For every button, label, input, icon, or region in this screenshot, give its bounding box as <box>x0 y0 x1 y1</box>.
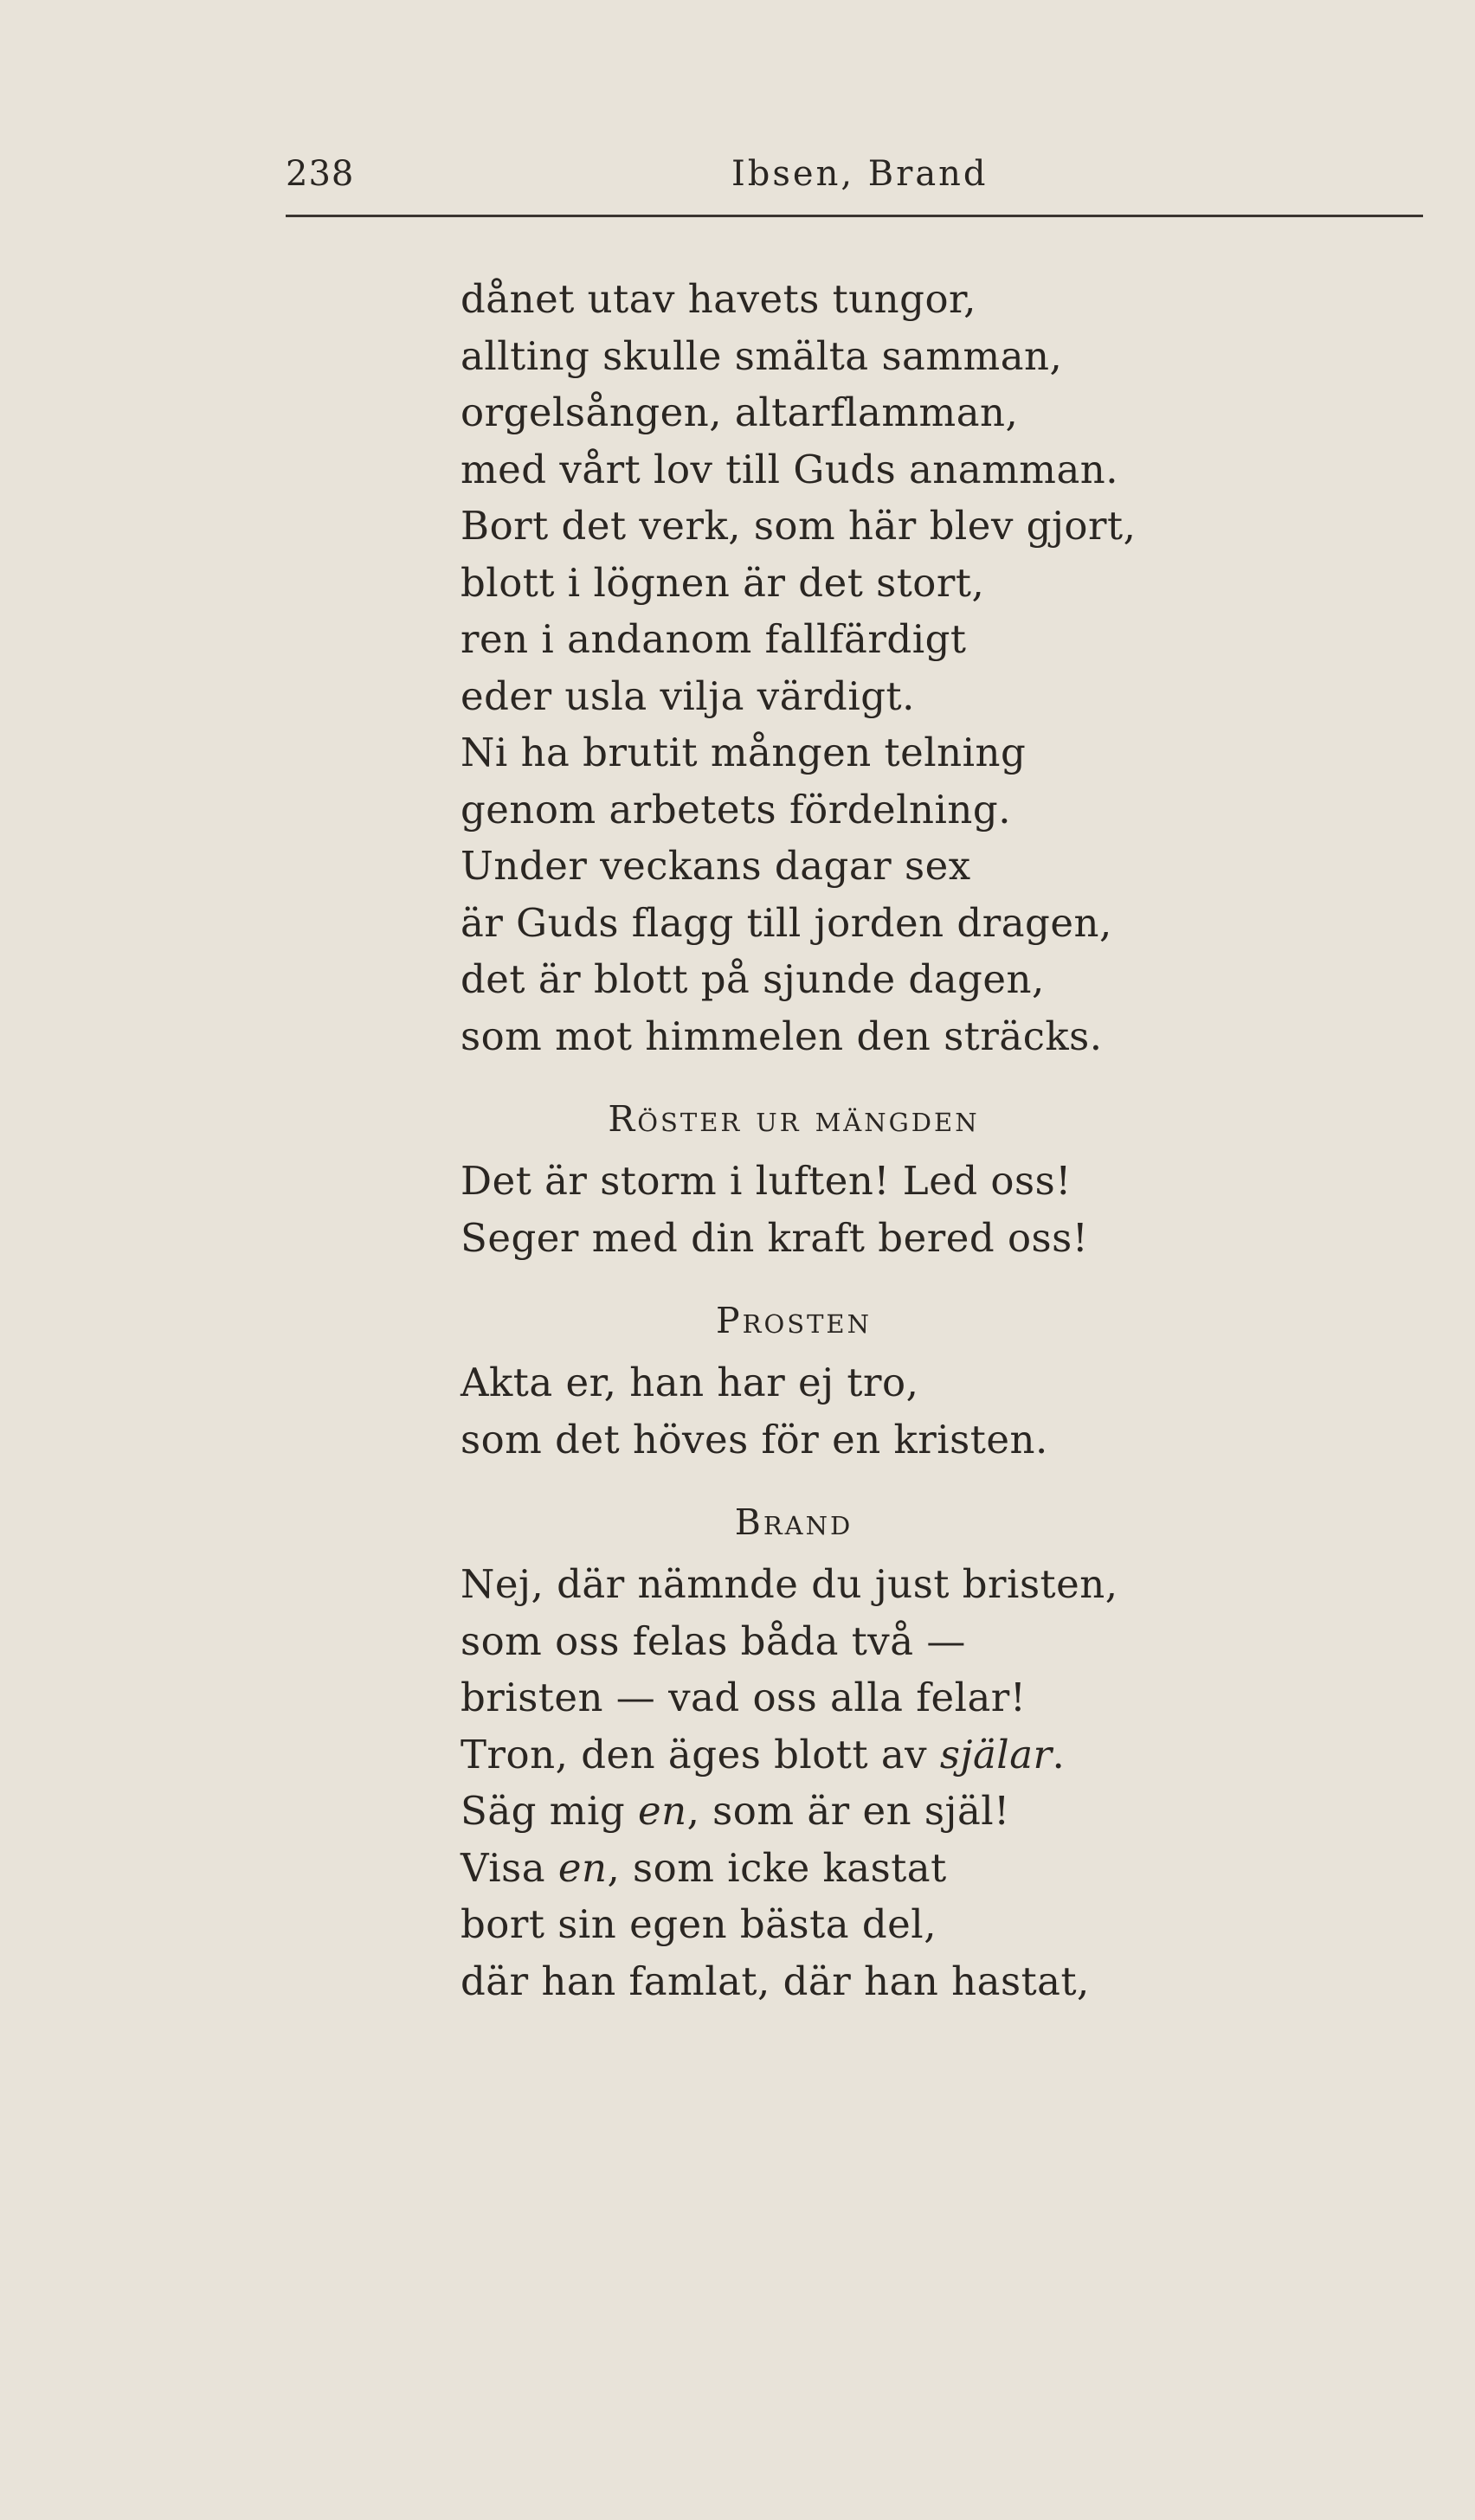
verse-line: som det höves för en kristen. <box>461 1416 1048 1462</box>
line-text: Tron, den äges blott av <box>461 1731 940 1778</box>
running-head <box>286 154 1423 217</box>
verse-line: Bort det verk, som här blev gjort, <box>461 503 1137 549</box>
verse-line: genom arbetets fördelning. <box>461 786 1012 832</box>
line-text: , som icke kastat <box>607 1844 947 1891</box>
verse-line <box>461 1726 1378 1784</box>
verse-line: Under veckans dagar sex <box>461 843 971 889</box>
speaker-heading: Röster ur mängden <box>608 1098 980 1140</box>
line-text: Visa <box>461 1844 558 1891</box>
emphasis-text: en <box>637 1788 687 1834</box>
running-title: Ibsen, Brand <box>731 154 989 194</box>
speaker-heading: Brand <box>734 1501 853 1543</box>
verse-line: Seger med din kraft bered oss! <box>461 1214 1089 1261</box>
line-text: , som är en själ! <box>686 1788 1010 1834</box>
verse-line: bristen — vad oss alla felar! <box>461 1675 1027 1720</box>
verse-line: det är blott på sjunde dagen, <box>461 956 1045 1002</box>
verse-line: Det är storm i luften! Led oss! <box>461 1158 1072 1204</box>
verse-line: dånet utav havets tungor, <box>461 276 976 322</box>
verse-line: som oss felas båda två — <box>461 1617 966 1664</box>
verse-line: bort sin egen bästa del, <box>461 1901 937 1947</box>
emphasis-text: en <box>557 1844 608 1891</box>
verse-line: ren i andanom fallfärdigt <box>461 616 967 662</box>
verse-line: som mot himmelen den sträcks. <box>461 1012 1103 1059</box>
line-text: Säg mig <box>461 1788 638 1834</box>
verse-block-dean <box>461 1292 1378 1468</box>
verse-line: Nej, där nämnde du just bristen, <box>461 1561 1118 1607</box>
verse-line: allting skulle smälta samman, <box>461 332 1063 379</box>
line-text: . <box>1052 1731 1066 1778</box>
verse-line: Akta er, han har ej tro, <box>461 1360 919 1405</box>
speaker-heading: Prosten <box>716 1300 872 1341</box>
verse-block-brand <box>461 1494 1378 2009</box>
emphasis-text: själar <box>939 1731 1053 1778</box>
verse-line <box>461 1840 1378 1897</box>
verse-line: orgelsången, altarflamman, <box>461 389 1019 435</box>
verse-line: blott i lögnen är det stort, <box>461 559 985 606</box>
verse-block-continuation <box>461 271 1378 1064</box>
verse-line: Ni ha brutit mången telning <box>461 730 1027 775</box>
verse-text <box>461 271 1378 2009</box>
verse-line: är Guds flagg till jorden dragen, <box>461 899 1112 946</box>
verse-line: eder usla vilja värdigt. <box>461 672 915 719</box>
verse-block-voices <box>461 1090 1378 1266</box>
verse-line: med vårt lov till Guds anamman. <box>461 446 1119 492</box>
verse-line: där han famlat, där han hastat, <box>461 1958 1090 2004</box>
verse-line <box>461 1783 1378 1840</box>
page-number: 238 <box>286 154 355 194</box>
